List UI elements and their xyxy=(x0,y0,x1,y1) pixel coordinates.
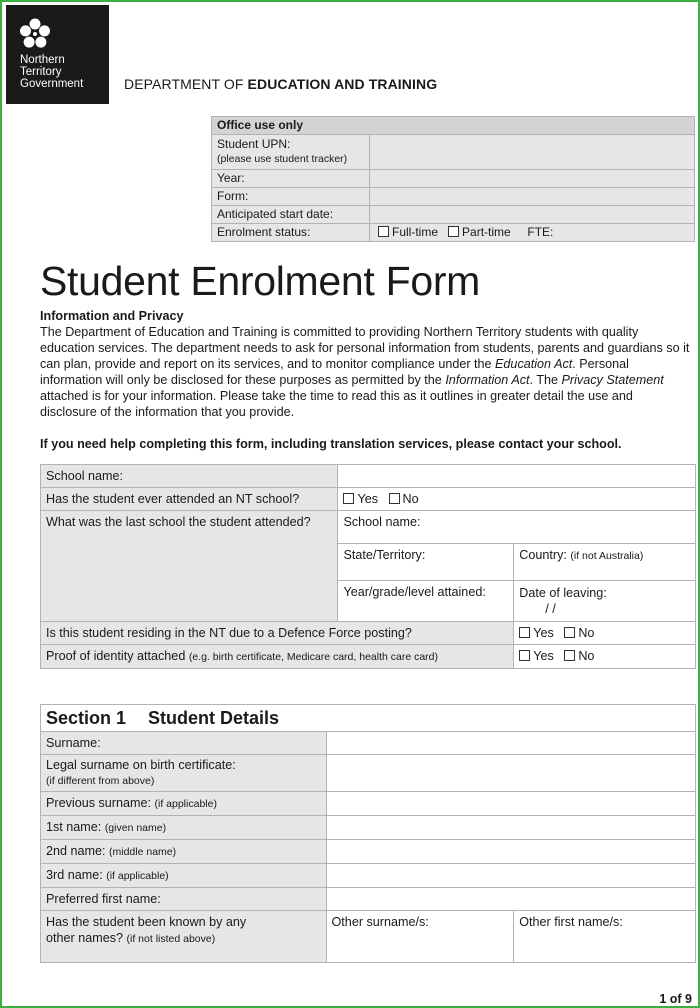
info-text-3: . The xyxy=(529,373,559,387)
start-date-field[interactable] xyxy=(370,206,695,224)
preferred-name-label: Preferred first name: xyxy=(41,888,327,911)
info-text-2: . Personal information will only be disclosed for these purposes as permitted by the xyxy=(40,357,629,387)
other-surname-label: Other surname/s: xyxy=(331,915,429,929)
last-school-name-field[interactable] xyxy=(338,511,696,544)
legal-surname-note: (if different from above) xyxy=(46,775,155,787)
proof-options xyxy=(514,645,696,669)
legal-surname-label: Legal surname on birth certificate: xyxy=(46,758,236,772)
proof-label: Proof of identity attached xyxy=(46,649,186,663)
school-history-table xyxy=(40,464,696,669)
attended-no-checkbox[interactable] xyxy=(389,493,400,504)
department-name: EDUCATION AND TRAINING xyxy=(247,76,438,92)
parttime-label: Part-time xyxy=(462,225,511,239)
form-title: Student Enrolment Form xyxy=(40,258,481,304)
logo-line-1: Northern xyxy=(20,54,65,66)
section-1-heading xyxy=(41,705,696,732)
form-field[interactable] xyxy=(370,188,695,206)
second-name-label: 2nd name: xyxy=(46,844,106,858)
first-name-field[interactable] xyxy=(326,816,695,840)
defence-no-checkbox[interactable] xyxy=(564,627,575,638)
section-1-table xyxy=(40,704,696,963)
school-name-field[interactable] xyxy=(338,465,696,488)
defence-no-label: No xyxy=(578,626,595,640)
known-names-note: (if not listed above) xyxy=(126,933,216,945)
surname-field[interactable] xyxy=(326,732,695,755)
office-heading: Office use only xyxy=(212,117,695,135)
second-name-field[interactable] xyxy=(326,840,695,864)
previous-surname-field[interactable] xyxy=(326,792,695,816)
last-school-name-label: School name: xyxy=(343,515,421,529)
country-field[interactable] xyxy=(514,544,696,581)
defence-yes-checkbox[interactable] xyxy=(519,627,530,638)
third-name-note: (if applicable) xyxy=(106,870,169,882)
information-and-privacy xyxy=(40,308,690,420)
second-name-label-cell xyxy=(41,840,327,864)
upn-field[interactable] xyxy=(370,135,695,170)
attended-yes-label: Yes xyxy=(357,492,378,506)
third-name-field[interactable] xyxy=(326,864,695,888)
education-act: Education Act xyxy=(495,357,573,371)
upn-label: Student UPN: xyxy=(217,137,291,151)
nt-government-logo xyxy=(6,5,109,104)
previous-surname-label-cell xyxy=(41,792,327,816)
known-names-label-2: other names? xyxy=(46,931,124,945)
proof-label-cell xyxy=(41,645,514,669)
other-first-name-field[interactable] xyxy=(514,911,696,963)
parttime-checkbox[interactable] xyxy=(448,226,459,237)
fulltime-checkbox[interactable] xyxy=(378,226,389,237)
defence-options xyxy=(514,622,696,645)
state-field[interactable] xyxy=(338,544,514,581)
proof-no-label: No xyxy=(578,649,595,663)
state-label: State/Territory: xyxy=(343,548,426,562)
start-date-label: Anticipated start date: xyxy=(212,206,370,224)
last-school-label: What was the last school the student attended? xyxy=(41,511,338,622)
attended-nt-options xyxy=(338,488,696,511)
third-name-label-cell xyxy=(41,864,327,888)
legal-surname-field[interactable] xyxy=(326,755,695,792)
department-prefix: DEPARTMENT OF xyxy=(124,76,244,92)
defence-yes-label: Yes xyxy=(533,626,554,640)
first-name-label-cell xyxy=(41,816,327,840)
proof-yes-checkbox[interactable] xyxy=(519,650,530,661)
upn-note: (please use student tracker) xyxy=(217,153,348,165)
upn-label-cell xyxy=(212,135,370,170)
country-note: (if not Australia) xyxy=(570,550,644,562)
info-text-1: The Department of Education and Training is committed to providing Northern Territory students with quality education services. The department needs to ask for personal information from students, parents and guardians so it can plan, provide and report on its services, and to monitor compliance under the xyxy=(40,325,690,371)
legal-surname-label-cell xyxy=(41,755,327,792)
previous-surname-note: (if applicable) xyxy=(154,798,217,810)
school-name-label: School name: xyxy=(41,465,338,488)
preferred-name-field[interactable] xyxy=(326,888,695,911)
third-name-label: 3rd name: xyxy=(46,868,103,882)
logo-line-3: Government xyxy=(20,78,84,90)
date-leaving-field[interactable] xyxy=(514,581,696,622)
attended-no-label: No xyxy=(402,492,419,506)
date-leaving-label: Date of leaving: xyxy=(519,586,607,600)
office-use-table xyxy=(211,116,695,242)
status-options xyxy=(370,224,695,242)
other-first-name-label: Other first name/s: xyxy=(519,915,623,929)
year-field[interactable] xyxy=(370,170,695,188)
year-attained-label: Year/grade/level attained: xyxy=(343,585,486,599)
first-name-label: 1st name: xyxy=(46,820,102,834)
proof-yes-label: Yes xyxy=(533,649,554,663)
section-number: Section 1 xyxy=(46,708,127,728)
info-heading: Information and Privacy xyxy=(40,309,184,323)
known-names-label-cell xyxy=(41,911,327,963)
form-label: Form: xyxy=(212,188,370,206)
info-text-4: attached is for your information. Please take the time to read this as it outlines in greater detail the use and disclosure of the information that you provide. xyxy=(40,389,633,419)
date-separators: / / xyxy=(545,602,556,616)
privacy-statement: Privacy Statement xyxy=(561,373,664,387)
logo-line-2: Territory xyxy=(20,66,62,78)
proof-no-checkbox[interactable] xyxy=(564,650,575,661)
other-surname-field[interactable] xyxy=(326,911,514,963)
country-label: Country: xyxy=(519,548,567,562)
info-paragraph xyxy=(40,324,690,420)
year-label: Year: xyxy=(212,170,370,188)
flower-icon xyxy=(18,17,52,51)
year-attained-field[interactable] xyxy=(338,581,514,622)
information-act: Information Act xyxy=(445,373,530,387)
fulltime-label: Full-time xyxy=(392,225,439,239)
proof-note: (e.g. birth certificate, Medicare card, health care card) xyxy=(188,651,439,663)
surname-label: Surname: xyxy=(41,732,327,755)
second-name-note: (middle name) xyxy=(109,846,177,858)
status-label: Enrolment status: xyxy=(212,224,370,242)
attended-yes-checkbox[interactable] xyxy=(343,493,354,504)
section-name: Student Details xyxy=(148,708,280,728)
previous-surname-label: Previous surname: xyxy=(46,796,151,810)
defence-label: Is this student residing in the NT due to a Defence Force posting? xyxy=(41,622,514,645)
department-title xyxy=(124,76,437,92)
attended-nt-label: Has the student ever attended an NT school? xyxy=(41,488,338,511)
help-notice: If you need help completing this form, including translation services, please contact your school. xyxy=(40,437,622,451)
fte-label: FTE: xyxy=(527,225,554,239)
first-name-note: (given name) xyxy=(104,822,167,834)
page-number: 1 of 9 xyxy=(659,992,692,1006)
known-names-label-1: Has the student been known by any xyxy=(46,915,247,929)
